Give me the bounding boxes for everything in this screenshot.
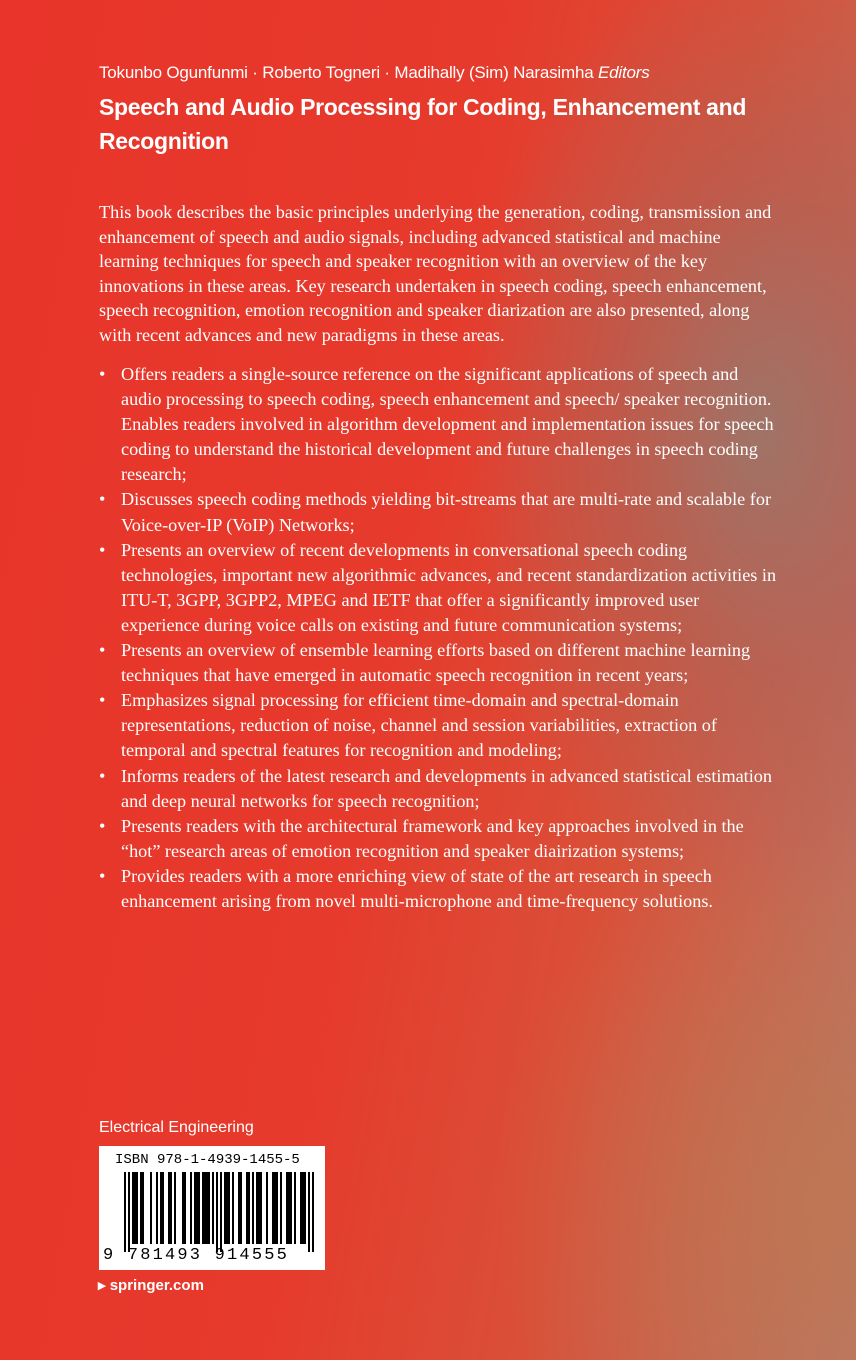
barcode-bar (226, 1172, 228, 1244)
barcode-bar (288, 1172, 290, 1244)
feature-item (99, 638, 779, 688)
feature-item (99, 864, 779, 914)
barcode-bar (304, 1172, 306, 1244)
barcode-bar (294, 1172, 296, 1244)
barcode-bar (190, 1172, 192, 1244)
bullet-icon: • (99, 364, 106, 384)
barcode-bar (170, 1172, 172, 1244)
barcode-bar (136, 1172, 138, 1244)
barcode-bar (212, 1172, 214, 1244)
barcode-bar (206, 1172, 208, 1244)
isbn-barcode (99, 1146, 325, 1270)
barcode-bar (182, 1172, 184, 1244)
bullet-icon: • (99, 765, 106, 786)
book-title: Speech and Audio Processing for Coding, Enhancement and Recognition (99, 94, 747, 154)
barcode-bar (194, 1172, 196, 1244)
editors-line (99, 63, 650, 83)
barcode-bar (140, 1172, 142, 1244)
barcode-bar (224, 1172, 226, 1244)
feature-text: Presents an overview of recent developments in conversational speech coding technologies, important new algorithmic advances, and recent standardization activities in ITU-T, 3GPP, 3GPP2, MPEG and IETF that offer a significantly improved user experience during voice calls on existing and future communication systems; (121, 539, 777, 635)
barcode-bar (290, 1172, 292, 1244)
isbn-label: ISBN 978-1-4939-1455-5 (115, 1152, 300, 1168)
bullet-icon: • (99, 690, 106, 711)
barcode-bar (228, 1172, 230, 1244)
barcode-bar (274, 1172, 276, 1244)
publisher-url: springer.com (109, 1277, 204, 1294)
barcode-bar (312, 1172, 314, 1252)
feature-text: Provides readers with a more enriching view of state of the art research in speech enhancement arising from novel multi-microphone and time-frequency solutions. (121, 865, 713, 911)
barcode-bar (258, 1172, 260, 1244)
book-description: This book describes the basic principles underlying the generation, coding, transmission and enhancement of speech and audio signals, including advanced statistical and machine learning techniques for speech and speaker recognition with an overview of the key innovations in these areas. Key research undertaken in speech coding, speech enhancement, speech recognition, emotion recognition and speaker diarization are also presented, along with recent advances and new paradigms in these areas. (99, 202, 772, 345)
barcode-bar (302, 1172, 304, 1244)
barcode-bar (174, 1172, 176, 1244)
feature-item (99, 688, 779, 763)
barcode-bar (260, 1172, 262, 1244)
bullet-icon: • (99, 815, 106, 836)
barcode-bar (150, 1172, 152, 1244)
barcode-bar (184, 1172, 186, 1244)
arrow-right-icon: ▸ (98, 1277, 106, 1294)
barcode-bar (252, 1172, 254, 1244)
barcode-bar (216, 1172, 218, 1252)
feature-text: Presents readers with the architectural framework and key approaches involved in the “hot” research areas of emotion recognition and speaker diairization systems; (121, 815, 744, 861)
bullet-icon: • (99, 640, 106, 661)
feature-text: Emphasizes signal processing for efficient time-domain and spectral-domain representations, reduction of noise, channel and session variabilities, extraction of temporal and spectral features for recognition and modeling; (121, 690, 717, 761)
barcode-bar (232, 1172, 234, 1244)
ean-digits: 9 781493 914555 (103, 1246, 290, 1265)
barcode-bar (246, 1172, 248, 1244)
barcode-bar (160, 1172, 162, 1244)
barcode-bar (272, 1172, 274, 1244)
barcode-bar (162, 1172, 164, 1244)
barcode-bar (132, 1172, 134, 1244)
barcode-bar (168, 1172, 170, 1244)
barcode-bar (276, 1172, 278, 1244)
barcode-bar (134, 1172, 136, 1244)
barcode-bar (248, 1172, 250, 1244)
barcode-bar (238, 1172, 240, 1244)
barcode-bar (220, 1172, 222, 1252)
feature-item (99, 764, 779, 814)
barcode-bar (196, 1172, 198, 1244)
bullet-icon: • (99, 489, 106, 510)
feature-text: Informs readers of the latest research and developments in advanced statistical estimation and deep neural networks for speech recognition; (121, 765, 772, 811)
bullet-icon: • (99, 865, 106, 886)
feature-text: Presents an overview of ensemble learning efforts based on different machine learning techniques that have emerged in automatic speech recognition in recent years; (121, 640, 751, 686)
feature-item (99, 487, 779, 537)
feature-item (99, 362, 779, 487)
barcode-bar (256, 1172, 258, 1244)
barcode-bar (124, 1172, 126, 1252)
barcode-bar (280, 1172, 282, 1244)
feature-text: Discusses speech coding methods yielding bit-streams that are multi-rate and scalable for Voice-over-IP (VoIP) Networks; (121, 489, 772, 535)
publisher-link[interactable] (98, 1276, 204, 1294)
barcode-bar (204, 1172, 206, 1244)
barcode-bar (142, 1172, 144, 1244)
feature-list (99, 362, 779, 914)
feature-item (99, 814, 779, 864)
subject-category: Electrical Engineering (99, 1119, 254, 1136)
barcode-bar (286, 1172, 288, 1244)
barcode-bar (266, 1172, 268, 1244)
barcode-bar (156, 1172, 158, 1244)
barcode-bar (208, 1172, 210, 1244)
barcode-bar (198, 1172, 200, 1244)
barcode-bar (308, 1172, 310, 1252)
editors-role: Editors (598, 63, 650, 82)
bullet-icon: • (99, 539, 106, 560)
editor-names: Tokunbo Ogunfunmi · Roberto Togneri · Madihally (Sim) Narasimha (99, 63, 594, 82)
barcode-bar (240, 1172, 242, 1244)
barcode-bar (300, 1172, 302, 1244)
feature-item (99, 538, 779, 638)
feature-text: Offers readers a single-source reference on the significant applications of speech and audio processing to speech coding, speech enhancement and speech/ speaker recognition. Enables readers involved in algorithm development and implementation issues for speech coding to understand the historical development and future challenges in speech coding research; (121, 364, 774, 485)
barcode-bar (128, 1172, 130, 1252)
barcode-bar (202, 1172, 204, 1244)
